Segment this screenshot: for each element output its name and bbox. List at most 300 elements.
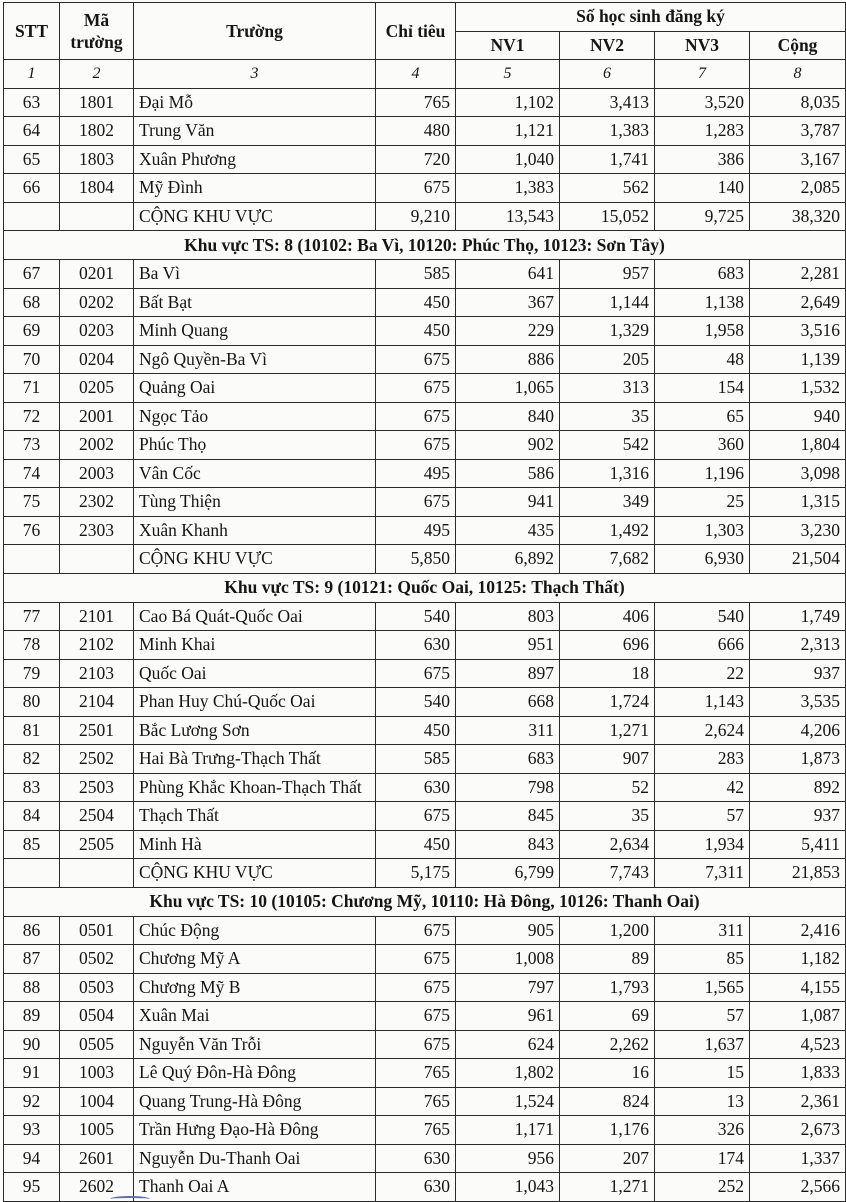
table-cell: 90 bbox=[4, 1030, 60, 1059]
table-row bbox=[4, 1059, 846, 1088]
table-cell: 495 bbox=[376, 516, 456, 545]
table-cell: 311 bbox=[655, 916, 750, 945]
table-row bbox=[4, 945, 846, 974]
table-cell: 174 bbox=[655, 1144, 750, 1173]
total-label: CỘNG KHU VỰC bbox=[134, 859, 376, 888]
table-cell: 1,724 bbox=[560, 688, 655, 717]
table-cell: 1,793 bbox=[560, 973, 655, 1002]
table-header bbox=[4, 3, 846, 89]
table-cell: 76 bbox=[4, 516, 60, 545]
table-cell: Ngô Quyền-Ba Vì bbox=[134, 345, 376, 374]
table-cell: 0503 bbox=[60, 973, 134, 1002]
table-cell: 937 bbox=[750, 659, 846, 688]
table-cell: 480 bbox=[376, 117, 456, 146]
table-cell: 1,337 bbox=[750, 1144, 846, 1173]
table-cell: 65 bbox=[655, 402, 750, 431]
table-row bbox=[4, 1030, 846, 1059]
header-nv3: NV3 bbox=[655, 31, 750, 60]
table-row bbox=[4, 374, 846, 403]
table-cell: 1,565 bbox=[655, 973, 750, 1002]
table-cell: 1,271 bbox=[560, 716, 655, 745]
registration-table bbox=[3, 2, 846, 1202]
table-cell: 2,313 bbox=[750, 631, 846, 660]
table-cell: 67 bbox=[4, 260, 60, 289]
header-stt: STT bbox=[4, 3, 60, 60]
area-header-row bbox=[4, 887, 846, 916]
table-cell: 961 bbox=[456, 1002, 560, 1031]
table-cell: 940 bbox=[750, 402, 846, 431]
table-cell: 1,383 bbox=[456, 174, 560, 203]
table-cell: 2102 bbox=[60, 631, 134, 660]
table-cell: 77 bbox=[4, 602, 60, 631]
table-cell: 75 bbox=[4, 488, 60, 517]
table-cell: 74 bbox=[4, 459, 60, 488]
table-cell: 675 bbox=[376, 945, 456, 974]
col-index: 5 bbox=[456, 60, 560, 89]
table-cell: 91 bbox=[4, 1059, 60, 1088]
table-cell: 450 bbox=[376, 317, 456, 346]
table-cell: 1,271 bbox=[560, 1173, 655, 1202]
table-cell: 683 bbox=[655, 260, 750, 289]
table-row bbox=[4, 973, 846, 1002]
table-cell: 18 bbox=[560, 659, 655, 688]
table-cell: Minh Hà bbox=[134, 830, 376, 859]
table-cell: Nguyễn Du-Thanh Oai bbox=[134, 1144, 376, 1173]
area-total-row bbox=[4, 202, 846, 231]
table-cell: 85 bbox=[655, 945, 750, 974]
table-cell: 2505 bbox=[60, 830, 134, 859]
table-cell: 80 bbox=[4, 688, 60, 717]
table-cell: 540 bbox=[376, 688, 456, 717]
table-cell: 360 bbox=[655, 431, 750, 460]
table-cell: 16 bbox=[560, 1059, 655, 1088]
table-row bbox=[4, 745, 846, 774]
area-header-row bbox=[4, 573, 846, 602]
table-cell: 85 bbox=[4, 830, 60, 859]
table-row bbox=[4, 802, 846, 831]
table-cell: 386 bbox=[655, 145, 750, 174]
total-cell: 6,892 bbox=[456, 545, 560, 574]
table-cell: 675 bbox=[376, 802, 456, 831]
table-cell: 2,262 bbox=[560, 1030, 655, 1059]
table-cell: 1,749 bbox=[750, 602, 846, 631]
table-cell: 2104 bbox=[60, 688, 134, 717]
table-cell: 63 bbox=[4, 88, 60, 117]
table-cell: 902 bbox=[456, 431, 560, 460]
table-cell: 205 bbox=[560, 345, 655, 374]
table-cell: 585 bbox=[376, 260, 456, 289]
table-cell: 1004 bbox=[60, 1087, 134, 1116]
table-cell: 2001 bbox=[60, 402, 134, 431]
table-row bbox=[4, 1144, 846, 1173]
table-cell: 72 bbox=[4, 402, 60, 431]
table-cell: 765 bbox=[376, 1116, 456, 1145]
table-cell: 22 bbox=[655, 659, 750, 688]
table-cell: 540 bbox=[376, 602, 456, 631]
table-cell: 82 bbox=[4, 745, 60, 774]
table-cell: 2003 bbox=[60, 459, 134, 488]
table-cell: 630 bbox=[376, 773, 456, 802]
table-cell: 94 bbox=[4, 1144, 60, 1173]
table-cell: 311 bbox=[456, 716, 560, 745]
table-cell: 1,958 bbox=[655, 317, 750, 346]
table-cell: 1,804 bbox=[750, 431, 846, 460]
table-cell: Chúc Động bbox=[134, 916, 376, 945]
table-row bbox=[4, 260, 846, 289]
table-cell: 765 bbox=[376, 1059, 456, 1088]
table-cell: 2601 bbox=[60, 1144, 134, 1173]
table-cell: 1,200 bbox=[560, 916, 655, 945]
total-cell: 38,320 bbox=[750, 202, 846, 231]
header-so-hoc-sinh: Số học sinh đăng ký bbox=[456, 3, 846, 32]
table-cell: 349 bbox=[560, 488, 655, 517]
table-row bbox=[4, 602, 846, 631]
table-cell: 2103 bbox=[60, 659, 134, 688]
table-cell: 1,316 bbox=[560, 459, 655, 488]
table-cell: 1,524 bbox=[456, 1087, 560, 1116]
table-cell: 585 bbox=[376, 745, 456, 774]
col-index: 7 bbox=[655, 60, 750, 89]
table-row bbox=[4, 317, 846, 346]
table-row bbox=[4, 688, 846, 717]
table-cell: 2302 bbox=[60, 488, 134, 517]
table-cell: 367 bbox=[456, 288, 560, 317]
col-index: 1 bbox=[4, 60, 60, 89]
table-cell: 675 bbox=[376, 916, 456, 945]
table-cell: 675 bbox=[376, 431, 456, 460]
table-cell: 907 bbox=[560, 745, 655, 774]
table-cell: 798 bbox=[456, 773, 560, 802]
table-cell: Bất Bạt bbox=[134, 288, 376, 317]
table-body bbox=[4, 88, 846, 1201]
table-row bbox=[4, 402, 846, 431]
table-cell: 283 bbox=[655, 745, 750, 774]
total-cell: 15,052 bbox=[560, 202, 655, 231]
table-cell: 0201 bbox=[60, 260, 134, 289]
total-cell: 9,725 bbox=[655, 202, 750, 231]
table-cell: 0502 bbox=[60, 945, 134, 974]
area-title: Khu vực TS: 10 (10105: Chương Mỹ, 10110: Hà Đông, 10126: Thanh Oai) bbox=[4, 887, 846, 916]
header-nv1: NV1 bbox=[456, 31, 560, 60]
page-edge-mark bbox=[110, 1196, 150, 1202]
header-cong: Cộng bbox=[750, 31, 846, 60]
table-cell: 3,535 bbox=[750, 688, 846, 717]
table-cell: Vân Cốc bbox=[134, 459, 376, 488]
header-ma-truong: Mã trường bbox=[60, 3, 134, 60]
empty-cell bbox=[60, 545, 134, 574]
table-cell: 207 bbox=[560, 1144, 655, 1173]
table-cell: 2,673 bbox=[750, 1116, 846, 1145]
table-cell: 666 bbox=[655, 631, 750, 660]
table-cell: Trung Văn bbox=[134, 117, 376, 146]
table-cell: 897 bbox=[456, 659, 560, 688]
table-cell: 1,065 bbox=[456, 374, 560, 403]
table-cell: 641 bbox=[456, 260, 560, 289]
table-cell: Hai Bà Trưng-Thạch Thất bbox=[134, 745, 376, 774]
table-cell: 2,649 bbox=[750, 288, 846, 317]
table-cell: 69 bbox=[560, 1002, 655, 1031]
total-cell: 5,850 bbox=[376, 545, 456, 574]
area-title: Khu vực TS: 8 (10102: Ba Vì, 10120: Phúc Thọ, 10123: Sơn Tây) bbox=[4, 231, 846, 260]
table-row bbox=[4, 516, 846, 545]
table-cell: 675 bbox=[376, 488, 456, 517]
table-cell: 71 bbox=[4, 374, 60, 403]
table-cell: 1802 bbox=[60, 117, 134, 146]
table-cell: Minh Quang bbox=[134, 317, 376, 346]
table-cell: 1,873 bbox=[750, 745, 846, 774]
table-row bbox=[4, 830, 846, 859]
table-cell: 48 bbox=[655, 345, 750, 374]
table-cell: 2,416 bbox=[750, 916, 846, 945]
table-cell: Xuân Khanh bbox=[134, 516, 376, 545]
table-cell: Quảng Oai bbox=[134, 374, 376, 403]
table-cell: 86 bbox=[4, 916, 60, 945]
table-row bbox=[4, 1087, 846, 1116]
table-cell: 2,624 bbox=[655, 716, 750, 745]
table-cell: Xuân Mai bbox=[134, 1002, 376, 1031]
table-cell: 765 bbox=[376, 1087, 456, 1116]
table-cell: 15 bbox=[655, 1059, 750, 1088]
table-cell: Phúc Thọ bbox=[134, 431, 376, 460]
table-cell: 720 bbox=[376, 145, 456, 174]
table-cell: 630 bbox=[376, 631, 456, 660]
table-row bbox=[4, 716, 846, 745]
table-cell: 2303 bbox=[60, 516, 134, 545]
area-total-row bbox=[4, 859, 846, 888]
total-cell: 5,175 bbox=[376, 859, 456, 888]
table-cell: 1,492 bbox=[560, 516, 655, 545]
table-cell: 65 bbox=[4, 145, 60, 174]
table-cell: 79 bbox=[4, 659, 60, 688]
table-cell: 675 bbox=[376, 1002, 456, 1031]
table-cell: 66 bbox=[4, 174, 60, 203]
table-cell: 1,040 bbox=[456, 145, 560, 174]
empty-cell bbox=[4, 202, 60, 231]
table-row bbox=[4, 145, 846, 174]
table-cell: 1,182 bbox=[750, 945, 846, 974]
table-cell: 57 bbox=[655, 1002, 750, 1031]
total-cell: 6,930 bbox=[655, 545, 750, 574]
table-cell: 1,833 bbox=[750, 1059, 846, 1088]
table-row bbox=[4, 659, 846, 688]
table-cell: 2602 bbox=[60, 1173, 134, 1202]
col-index: 2 bbox=[60, 60, 134, 89]
table-cell: 675 bbox=[376, 345, 456, 374]
table-cell: 675 bbox=[376, 973, 456, 1002]
table-cell: 42 bbox=[655, 773, 750, 802]
table-cell: 3,787 bbox=[750, 117, 846, 146]
table-cell: 0505 bbox=[60, 1030, 134, 1059]
table-cell: 675 bbox=[376, 1030, 456, 1059]
table-cell: 840 bbox=[456, 402, 560, 431]
table-cell: 1,315 bbox=[750, 488, 846, 517]
table-cell: 1,802 bbox=[456, 1059, 560, 1088]
table-cell: 140 bbox=[655, 174, 750, 203]
table-cell: 93 bbox=[4, 1116, 60, 1145]
table-cell: 1,283 bbox=[655, 117, 750, 146]
table-row bbox=[4, 773, 846, 802]
table-cell: 1005 bbox=[60, 1116, 134, 1145]
table-cell: 1804 bbox=[60, 174, 134, 203]
total-cell: 21,853 bbox=[750, 859, 846, 888]
table-row bbox=[4, 1002, 846, 1031]
table-cell: 540 bbox=[655, 602, 750, 631]
area-total-row bbox=[4, 545, 846, 574]
table-cell: 0203 bbox=[60, 317, 134, 346]
table-cell: 630 bbox=[376, 1144, 456, 1173]
area-header-row bbox=[4, 231, 846, 260]
table-cell: 92 bbox=[4, 1087, 60, 1116]
table-cell: 252 bbox=[655, 1173, 750, 1202]
table-cell: 68 bbox=[4, 288, 60, 317]
table-row bbox=[4, 88, 846, 117]
table-cell: 1,329 bbox=[560, 317, 655, 346]
table-cell: 0205 bbox=[60, 374, 134, 403]
table-cell: 1,144 bbox=[560, 288, 655, 317]
table-cell: 2101 bbox=[60, 602, 134, 631]
table-cell: 586 bbox=[456, 459, 560, 488]
table-row bbox=[4, 459, 846, 488]
table-cell: 542 bbox=[560, 431, 655, 460]
table-cell: 941 bbox=[456, 488, 560, 517]
table-cell: 8,035 bbox=[750, 88, 846, 117]
table-cell: 1003 bbox=[60, 1059, 134, 1088]
table-cell: Đại Mỗ bbox=[134, 88, 376, 117]
table-cell: 675 bbox=[376, 659, 456, 688]
table-row bbox=[4, 174, 846, 203]
table-cell: 5,411 bbox=[750, 830, 846, 859]
table-cell: 154 bbox=[655, 374, 750, 403]
table-cell: Minh Khai bbox=[134, 631, 376, 660]
table-cell: Quang Trung-Hà Đông bbox=[134, 1087, 376, 1116]
col-index: 6 bbox=[560, 60, 655, 89]
table-cell: Mỹ Đình bbox=[134, 174, 376, 203]
table-row bbox=[4, 1116, 846, 1145]
table-cell: 1,196 bbox=[655, 459, 750, 488]
table-cell: 1,087 bbox=[750, 1002, 846, 1031]
empty-cell bbox=[4, 859, 60, 888]
table-cell: 313 bbox=[560, 374, 655, 403]
table-cell: 3,520 bbox=[655, 88, 750, 117]
empty-cell bbox=[60, 202, 134, 231]
table-cell: 229 bbox=[456, 317, 560, 346]
empty-cell bbox=[4, 545, 60, 574]
column-index-row bbox=[4, 60, 846, 89]
table-cell: Thanh Oai A bbox=[134, 1173, 376, 1202]
table-cell: 2,281 bbox=[750, 260, 846, 289]
table-cell: 668 bbox=[456, 688, 560, 717]
table-cell: Chương Mỹ B bbox=[134, 973, 376, 1002]
table-cell: 1,138 bbox=[655, 288, 750, 317]
table-cell: 630 bbox=[376, 1173, 456, 1202]
table-cell: 1,171 bbox=[456, 1116, 560, 1145]
header-nv2: NV2 bbox=[560, 31, 655, 60]
table-row bbox=[4, 488, 846, 517]
table-cell: 89 bbox=[4, 1002, 60, 1031]
table-cell: 937 bbox=[750, 802, 846, 831]
table-cell: 450 bbox=[376, 288, 456, 317]
table-row bbox=[4, 431, 846, 460]
col-index: 3 bbox=[134, 60, 376, 89]
table-cell: 2504 bbox=[60, 802, 134, 831]
table-cell: 0202 bbox=[60, 288, 134, 317]
table-cell: Ba Vì bbox=[134, 260, 376, 289]
table-cell: 892 bbox=[750, 773, 846, 802]
col-index: 8 bbox=[750, 60, 846, 89]
table-cell: 2502 bbox=[60, 745, 134, 774]
table-cell: 450 bbox=[376, 830, 456, 859]
table-cell: 765 bbox=[376, 88, 456, 117]
table-row bbox=[4, 288, 846, 317]
table-cell: 70 bbox=[4, 345, 60, 374]
table-cell: 1,121 bbox=[456, 117, 560, 146]
total-cell: 21,504 bbox=[750, 545, 846, 574]
table-cell: 951 bbox=[456, 631, 560, 660]
total-label: CỘNG KHU VỰC bbox=[134, 202, 376, 231]
total-label: CỘNG KHU VỰC bbox=[134, 545, 376, 574]
table-cell: 4,155 bbox=[750, 973, 846, 1002]
table-cell: 1,008 bbox=[456, 945, 560, 974]
table-cell: 2501 bbox=[60, 716, 134, 745]
header-chi-tieu: Chỉ tiêu bbox=[376, 3, 456, 60]
table-cell: 25 bbox=[655, 488, 750, 517]
table-cell: 13 bbox=[655, 1087, 750, 1116]
table-cell: 495 bbox=[376, 459, 456, 488]
total-cell: 9,210 bbox=[376, 202, 456, 231]
table-cell: 1,143 bbox=[655, 688, 750, 717]
table-cell: 435 bbox=[456, 516, 560, 545]
table-cell: 450 bbox=[376, 716, 456, 745]
table-cell: 1,532 bbox=[750, 374, 846, 403]
table-cell: 797 bbox=[456, 973, 560, 1002]
table-cell: 803 bbox=[456, 602, 560, 631]
table-cell: 3,230 bbox=[750, 516, 846, 545]
table-cell: 1801 bbox=[60, 88, 134, 117]
table-cell: 886 bbox=[456, 345, 560, 374]
total-cell: 7,682 bbox=[560, 545, 655, 574]
table-cell: 1,176 bbox=[560, 1116, 655, 1145]
table-cell: 1,934 bbox=[655, 830, 750, 859]
table-row bbox=[4, 916, 846, 945]
table-cell: 675 bbox=[376, 174, 456, 203]
table-cell: 675 bbox=[376, 402, 456, 431]
table-cell: 406 bbox=[560, 602, 655, 631]
table-cell: 0204 bbox=[60, 345, 134, 374]
table-cell: 73 bbox=[4, 431, 60, 460]
table-cell: 35 bbox=[560, 402, 655, 431]
table-cell: 52 bbox=[560, 773, 655, 802]
table-cell: 89 bbox=[560, 945, 655, 974]
table-cell: 624 bbox=[456, 1030, 560, 1059]
table-cell: 2002 bbox=[60, 431, 134, 460]
table-cell: 35 bbox=[560, 802, 655, 831]
table-cell: 4,206 bbox=[750, 716, 846, 745]
table-cell: 696 bbox=[560, 631, 655, 660]
table-cell: 2503 bbox=[60, 773, 134, 802]
table-cell: Bắc Lương Sơn bbox=[134, 716, 376, 745]
table-cell: 956 bbox=[456, 1144, 560, 1173]
table-cell: 3,167 bbox=[750, 145, 846, 174]
col-index: 4 bbox=[376, 60, 456, 89]
table-cell: 0504 bbox=[60, 1002, 134, 1031]
table-cell: Cao Bá Quát-Quốc Oai bbox=[134, 602, 376, 631]
table-cell: Quốc Oai bbox=[134, 659, 376, 688]
table-row bbox=[4, 631, 846, 660]
table-cell: Phan Huy Chú-Quốc Oai bbox=[134, 688, 376, 717]
table-cell: 1,741 bbox=[560, 145, 655, 174]
total-cell: 7,311 bbox=[655, 859, 750, 888]
table-cell: Thạch Thất bbox=[134, 802, 376, 831]
